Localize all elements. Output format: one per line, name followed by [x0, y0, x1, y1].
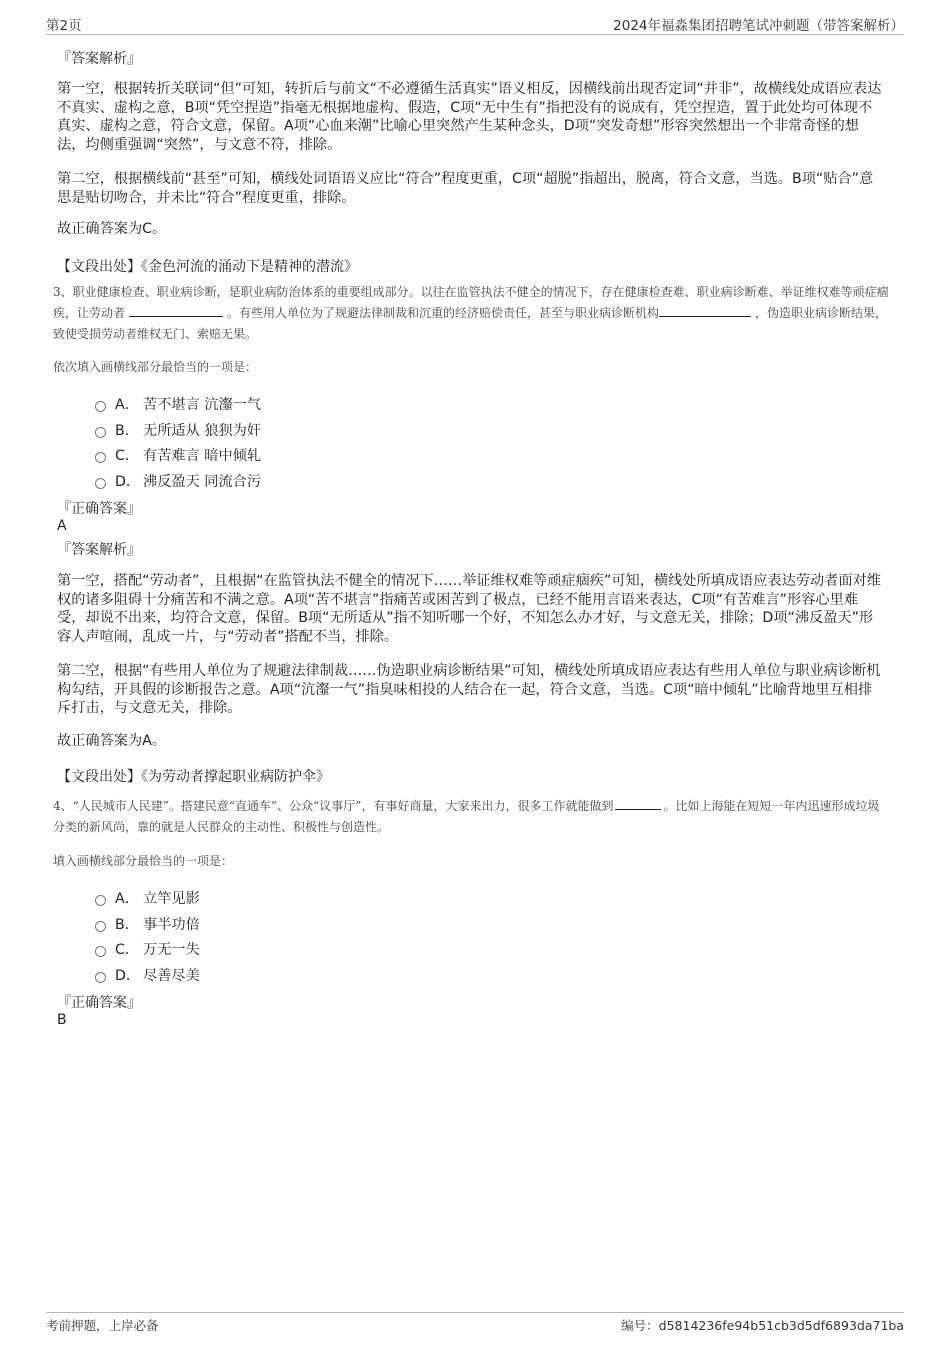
q3-stem-part-2: 。有些用人单位为了规避法律制裁和沉重的经济赔偿责任，甚至与职业病诊断机构	[227, 306, 660, 320]
q3-prompt: 依次填入画横线部分最恰当的一项是：	[53, 360, 258, 374]
q3-stem-part-1: 3、职业健康检查、职业病诊断，是职业病防治体系的重要组成部分。以往在监管执法不健全的情况下，存在健康检查难、职业病诊断难、举证维权难等顽症痼疾，让劳动者	[53, 285, 889, 320]
q3-option-c[interactable]: C． 有苦难言 暗中倾轧	[95, 445, 261, 465]
q3-analysis-paragraph-2: 第二空，根据“有些用人单位为了规避法律制裁……伪造职业病诊断结果”可知，横线处所填成语应表达有些用人单位与职业病诊断机构勾结，开具假的诊断报告之意。A项“沆瀣一气”指臭味相投的人结合在一起，符合文意，当选。C项“暗中倾轧”比喻背地里互相排斥打击，与文意无关，排除。	[57, 663, 881, 716]
q4-stem-part-1: 4、“人民城市人民建”。搭建民意“直通车”、公众“议事厅”，有事好商量，大家来出力，很多工作就能做到	[53, 799, 614, 813]
q3-analysis-paragraph-1: 第一空，搭配“劳动者”，且根据“在监管执法不健全的情况下……举证维权难等顽症痼疾”可知，横线处所填成语应表达劳动者面对维权的诸多阻碍十分痛苦和不满之意。A项“苦不堪言”指痛苦或困苦到了极点，已经不能用言语来表达，C项“有苦难言”形容心里难受，却说不出来，均符合文意，保留。B项“无所适从”指不知听哪一个好，不知怎么办才好，与文意无关，排除；D项“沸反盈天”形容人声喧闹，乱成一片，与“劳动者”搭配不当，排除。	[57, 573, 881, 645]
footer-slogan: 考前押题，上岸必备	[46, 1318, 159, 1333]
q2-analysis-paragraph-2: 第二空，根据横线前“甚至”可知，横线处词语语义应比“符合”程度更重，C项“超脱”指超出，脱离，符合文意，当选。B项“贴合”意思是贴切吻合，并未比“符合”程度更重，排除。	[57, 171, 874, 206]
radio-circle-icon[interactable]	[95, 946, 106, 957]
q2-source-title: 《金色河流的涌动下是精神的潜流》	[141, 259, 358, 275]
q3-source-label: 【文段出处】	[57, 769, 141, 785]
page-number: 第2页	[46, 18, 82, 34]
q3-blank-1	[129, 304, 223, 317]
q3-option-d[interactable]: D． 沸反盈天 同流合污	[95, 471, 261, 491]
q4-correct-answer-label: 『正确答案』	[57, 995, 141, 1011]
q4-prompt: 填入画横线部分最恰当的一项是：	[53, 854, 234, 868]
q3-conclusion: 故正确答案为A。	[57, 733, 167, 749]
q3-stem	[53, 282, 889, 345]
page-header	[46, 14, 904, 35]
q3-correct-answer-label: 『正确答案』	[57, 501, 141, 517]
q3-analysis-label: 『答案解析』	[57, 542, 141, 558]
q4-option-d[interactable]: D． 尽善尽美	[95, 965, 200, 985]
q2-analysis-paragraph-1: 第一空，根据转折关联词“但”可知，转折后与前文“不必遵循生活真实”语义相反，因横线前出现否定词“并非”，故横线处成语应表达不真实、虚构之意，B项“凭空捏造”指毫无根据地虚构、假造，C项“无中生有”指把没有的说成有，凭空捏造，置于此处均可体现不真实、虚构之意，符合文意，保留。A项“心血来潮”比喻心里突然产生某种念头，D项“突发奇想”形容突然想出一个非常奇怪的想法，均侧重强调“突然”，与文意不符，排除。	[57, 81, 882, 153]
radio-circle-icon[interactable]	[95, 401, 106, 412]
q3-option-a[interactable]: A． 苦不堪言 沆瀣一气	[95, 394, 261, 414]
radio-circle-icon[interactable]	[95, 921, 106, 932]
q3-blank-2	[659, 304, 751, 317]
q3-correct-answer-value: A	[57, 518, 67, 534]
page-footer	[46, 1312, 904, 1335]
q4-option-a[interactable]: A． 立竿见影	[95, 888, 200, 908]
radio-circle-icon[interactable]	[95, 452, 106, 463]
document-title: 2024年福淼集团招聘笔试冲刺题（带答案解析）	[613, 18, 904, 34]
q4-option-b[interactable]: B． 事半功倍	[95, 914, 200, 934]
radio-circle-icon[interactable]	[95, 972, 106, 983]
q4-stem	[53, 796, 889, 838]
q4-option-c[interactable]: C． 万无一失	[95, 939, 200, 959]
q2-source	[57, 256, 883, 276]
q2-analysis-label: 『答案解析』	[57, 51, 141, 67]
q4-blank	[615, 797, 661, 810]
document-id: 编号：d5814236fe94b51cb3d5df6893da71ba	[621, 1318, 904, 1333]
q3-source-title: 《为劳动者撑起职业病防护伞》	[141, 769, 330, 785]
q2-conclusion: 故正确答案为C。	[57, 221, 167, 237]
q4-correct-answer-value: B	[57, 1012, 67, 1028]
q3-option-b[interactable]: B． 无所适从 狼狈为奸	[95, 420, 261, 440]
q2-source-label: 【文段出处】	[57, 259, 141, 275]
q3-stem-part-3: ，伪造职业病诊断结果，致使受损劳动者维权无门、索赔无果。	[53, 306, 888, 341]
q3-source	[57, 766, 883, 786]
q4-stem-part-2: 。比如上海能在短短一年内迅速形成垃圾分类的新风尚，靠的就是人民群众的主动性、积极性与创造性。	[53, 799, 880, 834]
radio-circle-icon[interactable]	[95, 478, 106, 489]
radio-circle-icon[interactable]	[95, 895, 106, 906]
radio-circle-icon[interactable]	[95, 427, 106, 438]
